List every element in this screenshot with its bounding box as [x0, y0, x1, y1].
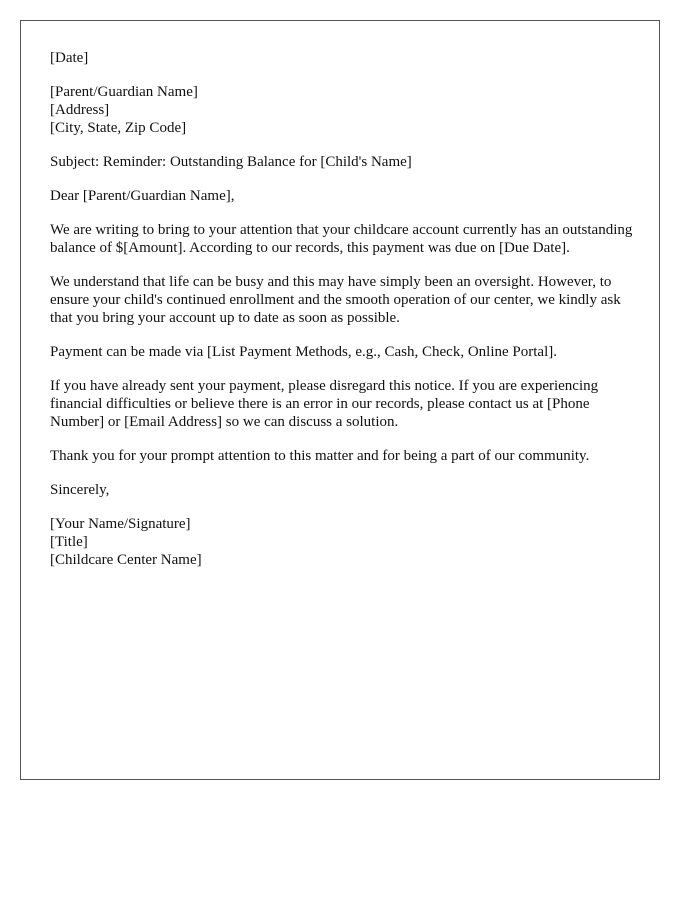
signature-name: [Your Name/Signature]: [50, 516, 191, 532]
letter-paragraph-oversight: We understand that life can be busy and this may have simply been an oversight. However, to ensure your child's continued enrollment and the smooth operation of our center, we kindly ask that you bring your account up to date as soon as possible.: [50, 274, 621, 326]
letter-paragraph-thanks: Thank you for your prompt attention to this matter and for being a part of our community.: [50, 448, 590, 464]
letter-closing: Sincerely,: [50, 482, 110, 498]
letter-paragraph-contact: If you have already sent your payment, please disregard this notice. If you are experiencing financial difficulties or believe there is an error in our records, please contact us at [Phone Number] or [Email Address] so we can discuss a solution.: [50, 378, 599, 430]
letter-page: [20, 20, 660, 780]
letter-subject: Subject: Reminder: Outstanding Balance for [Child's Name]: [50, 154, 412, 170]
letter-date: [Date]: [50, 50, 89, 66]
recipient-address-block: [50, 83, 640, 137]
signature-organization: [Childcare Center Name]: [50, 552, 202, 568]
letter-salutation: Dear [Parent/Guardian Name],: [50, 188, 235, 204]
recipient-name: [Parent/Guardian Name]: [50, 84, 198, 100]
recipient-city-state-zip: [City, State, Zip Code]: [50, 120, 187, 136]
letter-body: [50, 49, 640, 585]
signature-block: [50, 515, 640, 569]
signature-title: [Title]: [50, 534, 88, 550]
letter-paragraph-balance: We are writing to bring to your attention that your childcare account currently has an outstanding balance of $[Amount]. According to our records, this payment was due on [Due Date].: [50, 222, 633, 256]
letter-paragraph-payment-methods: Payment can be made via [List Payment Methods, e.g., Cash, Check, Online Portal].: [50, 344, 557, 360]
recipient-address: [Address]: [50, 102, 110, 118]
